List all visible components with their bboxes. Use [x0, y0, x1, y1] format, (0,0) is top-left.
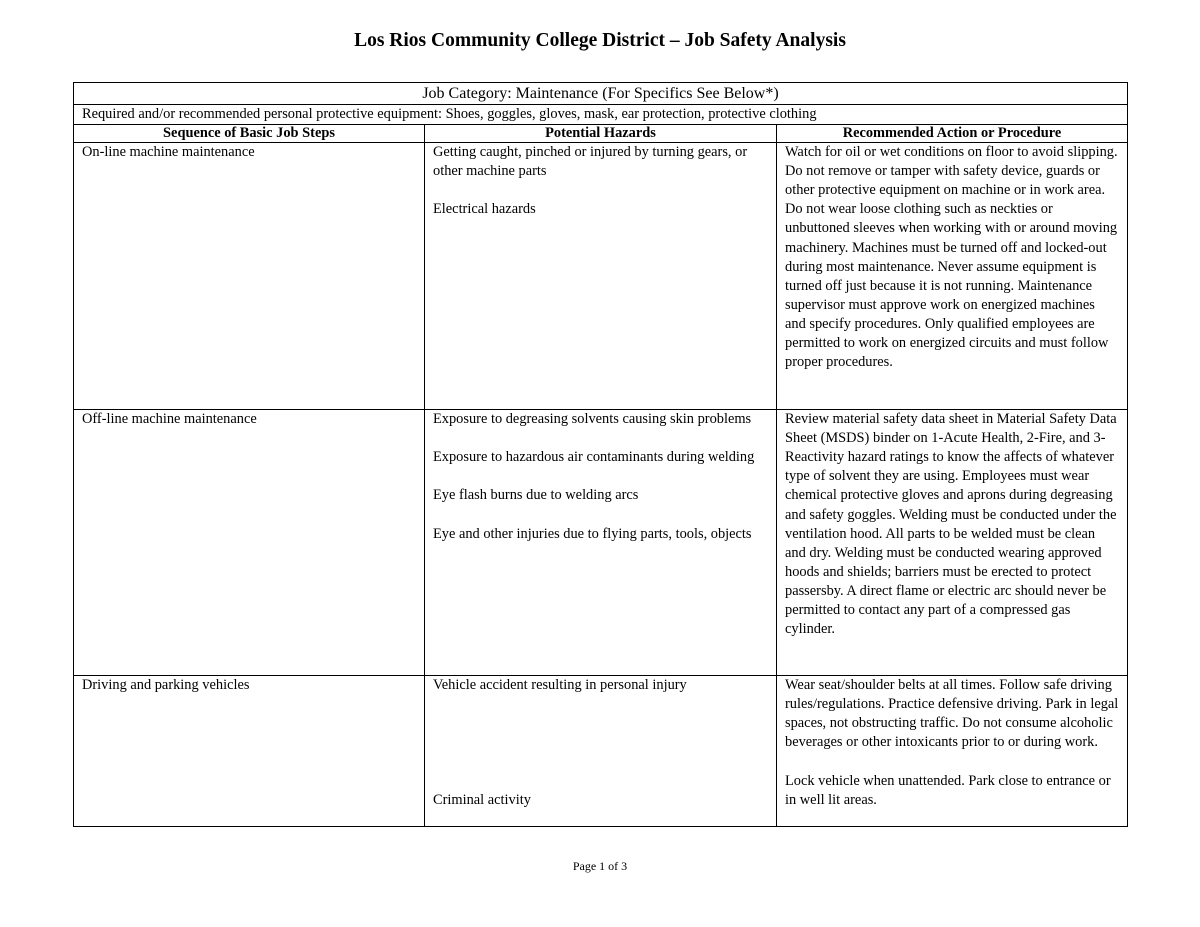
column-header-steps: Sequence of Basic Job Steps: [74, 125, 425, 143]
hazard-item: Eye flash burns due to welding arcs: [433, 487, 639, 504]
table-row: [74, 410, 1128, 676]
job-safety-analysis-table: [73, 82, 1128, 827]
hazard-item: Vehicle accident resulting in personal injury: [433, 677, 687, 694]
action-item: Watch for oil or wet conditions on floor to avoid slipping. Do not remove or tamper with safety device, guards or other protective equipment on machine or in work area. Do not wear loose clothing such as neckties or unbuttoned sleeves when working with or around moving machinery. Machines must be turned off and locked-out during most maintenance. Never assume equipment is turned off just because it is not running. Maintenance supervisor must approve work on energized machines and specify procedures. Only qualified employees are permitted to work on energized circuits and must follow proper procedures.: [785, 144, 1118, 371]
column-header-row: [74, 125, 1128, 143]
column-header-hazards: Potential Hazards: [425, 125, 777, 143]
actions-cell: [777, 676, 1128, 827]
hazards-cell: [425, 676, 777, 827]
hazards-cell: [425, 410, 777, 676]
document-title: Los Rios Community College District – Job Safety Analysis: [354, 30, 846, 51]
job-step: Driving and parking vehicles: [74, 676, 425, 827]
ppe-row: [74, 105, 1128, 125]
page-number: Page 1 of 3: [572, 859, 628, 873]
table-row: [74, 676, 1128, 827]
action-item: Lock vehicle when unattended. Park close to entrance or in well lit areas.: [785, 772, 1111, 808]
job-category: Job Category: Maintenance (For Specifics See Below*): [74, 83, 1128, 105]
table-row: [74, 143, 1128, 410]
category-row: [74, 83, 1128, 105]
actions-cell: [777, 143, 1128, 410]
hazard-item: Criminal activity: [433, 791, 531, 808]
actions-cell: [777, 410, 1128, 676]
action-item: Review material safety data sheet in Material Safety Data Sheet (MSDS) binder on 1-Acute Health, 2-Fire, and 3-Reactivity hazard ratings to know the affects of whatever type of solvent they are using. Employees must wear chemical protective gloves and aprons during degreasing and safety goggles. Welding must be conducted under the ventilation hood. All parts to be welded must be clean and dry. Welding must be conducted wearing approved hoods and shields; barriers must be erected to protect passersby. A direct flame or electric arc should never be permitted to contact any part of a compressed gas cylinder.: [785, 411, 1117, 638]
hazards-cell: [425, 143, 777, 410]
job-step: Off-line machine maintenance: [74, 410, 425, 676]
hazard-item: Exposure to degreasing solvents causing skin problems: [433, 411, 752, 428]
hazard-item: Getting caught, pinched or injured by turning gears, or other machine parts: [433, 144, 748, 180]
hazard-item: Eye and other injuries due to flying parts, tools, objects: [433, 525, 752, 542]
column-header-actions: Recommended Action or Procedure: [777, 125, 1128, 143]
job-step: On-line machine maintenance: [74, 143, 425, 410]
hazard-item: Exposure to hazardous air contaminants during welding: [433, 449, 755, 466]
hazard-item: Electrical hazards: [433, 201, 536, 218]
action-item: Wear seat/shoulder belts at all times. Follow safe driving rules/regulations. Practice defensive driving. Park in legal spaces, not obstructing traffic. Do not consume alcoholic beverages or other intoxicants prior to or during work.: [785, 677, 1119, 751]
ppe-requirements: Required and/or recommended personal protective equipment: Shoes, goggles, gloves, mask, ear protection, protective clothing: [74, 105, 1128, 125]
